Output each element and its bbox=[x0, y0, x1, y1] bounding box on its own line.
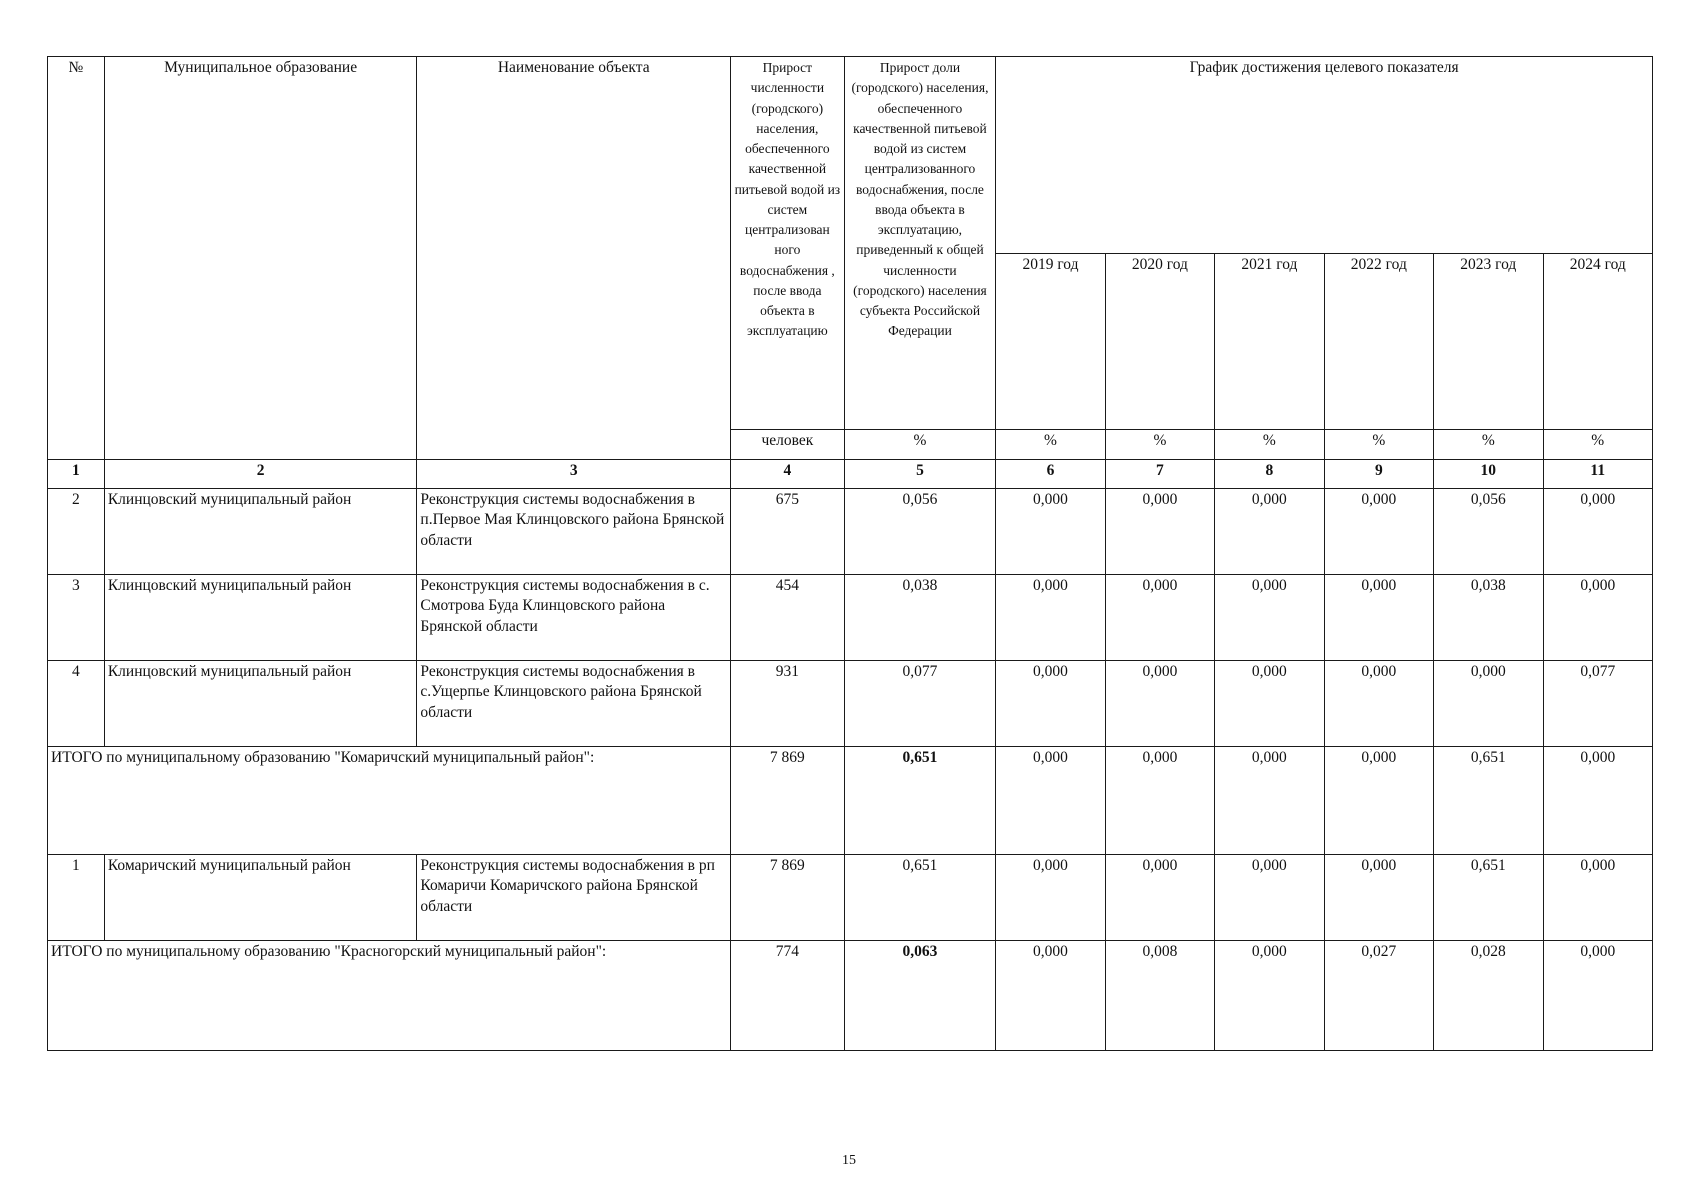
unit-year: % bbox=[1324, 430, 1433, 460]
header-object-name: Наименование объекта bbox=[417, 57, 731, 460]
unit-year: % bbox=[1105, 430, 1214, 460]
header-year-2019: 2019 год bbox=[996, 254, 1105, 430]
total-year-value: 0,000 bbox=[996, 941, 1105, 1051]
row-population: 675 bbox=[731, 489, 845, 575]
header-no: № bbox=[48, 57, 105, 460]
row-municipality: Клинцовский муниципальный район bbox=[104, 575, 417, 661]
row-year-value: 0,000 bbox=[1543, 489, 1653, 575]
header-year-2020: 2020 год bbox=[1105, 254, 1214, 430]
column-number: 10 bbox=[1434, 460, 1543, 489]
total-population: 7 869 bbox=[731, 747, 845, 855]
page-number: 15 bbox=[842, 1153, 856, 1168]
total-year-value: 0,000 bbox=[1215, 747, 1324, 855]
column-number: 11 bbox=[1543, 460, 1653, 489]
column-number: 2 bbox=[104, 460, 417, 489]
row-year-value: 0,000 bbox=[996, 661, 1105, 747]
header-municipality: Муниципальное образование bbox=[104, 57, 417, 460]
row-year-value: 0,000 bbox=[1215, 855, 1324, 941]
row-year-value: 0,651 bbox=[1434, 855, 1543, 941]
unit-year: % bbox=[996, 430, 1105, 460]
row-year-value: 0,000 bbox=[1324, 489, 1433, 575]
table-row bbox=[48, 489, 1653, 575]
total-population: 774 bbox=[731, 941, 845, 1051]
column-number: 1 bbox=[48, 460, 105, 489]
total-year-value: 0,028 bbox=[1434, 941, 1543, 1051]
header-year-2021: 2021 год bbox=[1215, 254, 1324, 430]
row-year-value: 0,077 bbox=[1543, 661, 1653, 747]
row-number: 1 bbox=[48, 855, 105, 941]
row-year-value: 0,000 bbox=[1324, 661, 1433, 747]
row-year-value: 0,000 bbox=[1324, 575, 1433, 661]
row-year-value: 0,000 bbox=[1434, 661, 1543, 747]
row-year-value: 0,000 bbox=[1105, 489, 1214, 575]
row-municipality: Комаричский муниципальный район bbox=[104, 855, 417, 941]
row-year-value: 0,000 bbox=[1215, 489, 1324, 575]
row-population: 7 869 bbox=[731, 855, 845, 941]
total-label: ИТОГО по муниципальному образованию "Красногорский муниципальный район": bbox=[48, 941, 731, 1051]
header-year-2024: 2024 год bbox=[1543, 254, 1653, 430]
row-year-value: 0,000 bbox=[996, 489, 1105, 575]
total-year-value: 0,651 bbox=[1434, 747, 1543, 855]
column-number: 9 bbox=[1324, 460, 1433, 489]
row-year-value: 0,000 bbox=[1105, 575, 1214, 661]
header-year-2022: 2022 год bbox=[1324, 254, 1433, 430]
header-population-growth: Прирост численности (городского) населения, обеспеченного качественной питьевой водой из систем централизован ного водоснабжения , после ввода объекта в эксплуатацию bbox=[731, 57, 845, 430]
total-row-krasnogorsky bbox=[48, 941, 1653, 1051]
table-row bbox=[48, 855, 1653, 941]
row-year-value: 0,000 bbox=[1215, 575, 1324, 661]
row-municipality: Клинцовский муниципальный район bbox=[104, 489, 417, 575]
total-year-value: 0,000 bbox=[1543, 941, 1653, 1051]
column-number: 4 bbox=[731, 460, 845, 489]
total-year-value: 0,008 bbox=[1105, 941, 1214, 1051]
unit-population: человек bbox=[731, 430, 845, 460]
row-year-value: 0,000 bbox=[1543, 855, 1653, 941]
column-number-row bbox=[48, 460, 1653, 489]
total-year-value: 0,000 bbox=[1543, 747, 1653, 855]
row-number: 3 bbox=[48, 575, 105, 661]
row-share: 0,651 bbox=[844, 855, 996, 941]
column-number: 3 bbox=[417, 460, 731, 489]
total-row-komarichsky bbox=[48, 747, 1653, 855]
row-number: 4 bbox=[48, 661, 105, 747]
row-year-value: 0,000 bbox=[1105, 855, 1214, 941]
row-share: 0,056 bbox=[844, 489, 996, 575]
header-share-growth: Прирост доли (городского) населения, обеспеченного качественной питьевой водой из систем централизованного водоснабжения, после ввода объекта в эксплуатацию, приведенный к общей численности (городского) населения субъекта Российской Федерации bbox=[844, 57, 996, 430]
total-year-value: 0,000 bbox=[996, 747, 1105, 855]
header-schedule: График достижения целевого показателя bbox=[996, 57, 1653, 254]
row-object: Реконструкция системы водоснабжения в п.Первое Мая Клинцовского района Брянской области bbox=[417, 489, 731, 575]
unit-share: % bbox=[844, 430, 996, 460]
row-year-value: 0,000 bbox=[996, 855, 1105, 941]
row-object: Реконструкция системы водоснабжения в с. Смотрова Буда Клинцовского района Брянской области bbox=[417, 575, 731, 661]
row-year-value: 0,056 bbox=[1434, 489, 1543, 575]
total-share: 0,063 bbox=[844, 941, 996, 1051]
total-label: ИТОГО по муниципальному образованию "Комаричский муниципальный район": bbox=[48, 747, 731, 855]
row-year-value: 0,000 bbox=[1215, 661, 1324, 747]
row-year-value: 0,000 bbox=[1543, 575, 1653, 661]
header-row-titles bbox=[48, 57, 1653, 254]
total-year-value: 0,000 bbox=[1215, 941, 1324, 1051]
total-year-value: 0,027 bbox=[1324, 941, 1433, 1051]
row-share: 0,077 bbox=[844, 661, 996, 747]
row-municipality: Клинцовский муниципальный район bbox=[104, 661, 417, 747]
total-year-value: 0,000 bbox=[1105, 747, 1214, 855]
row-number: 2 bbox=[48, 489, 105, 575]
table-row bbox=[48, 661, 1653, 747]
column-number: 5 bbox=[844, 460, 996, 489]
header-year-2023: 2023 год bbox=[1434, 254, 1543, 430]
row-year-value: 0,000 bbox=[1324, 855, 1433, 941]
unit-year: % bbox=[1215, 430, 1324, 460]
column-number: 8 bbox=[1215, 460, 1324, 489]
row-share: 0,038 bbox=[844, 575, 996, 661]
row-population: 931 bbox=[731, 661, 845, 747]
row-year-value: 0,000 bbox=[996, 575, 1105, 661]
row-year-value: 0,000 bbox=[1105, 661, 1214, 747]
table-row bbox=[48, 575, 1653, 661]
row-year-value: 0,038 bbox=[1434, 575, 1543, 661]
total-year-value: 0,000 bbox=[1324, 747, 1433, 855]
target-indicator-table bbox=[47, 56, 1653, 1051]
column-number: 6 bbox=[996, 460, 1105, 489]
unit-year: % bbox=[1543, 430, 1653, 460]
row-object: Реконструкция системы водоснабжения в с.Ущерпье Клинцовского района Брянской области bbox=[417, 661, 731, 747]
row-object: Реконструкция системы водоснабжения в рп Комаричи Комаричского района Брянской области bbox=[417, 855, 731, 941]
unit-year: % bbox=[1434, 430, 1543, 460]
row-population: 454 bbox=[731, 575, 845, 661]
total-share: 0,651 bbox=[844, 747, 996, 855]
column-number: 7 bbox=[1105, 460, 1214, 489]
